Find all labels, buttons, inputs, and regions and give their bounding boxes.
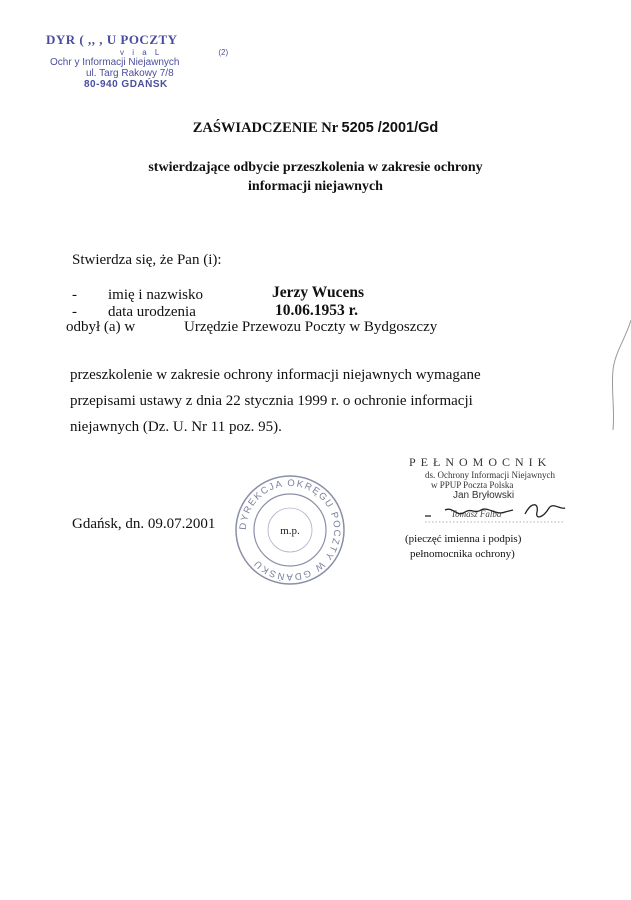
certificate-title xyxy=(0,120,631,137)
signature-stamp-line2: ds. Ochrony Informacji Niejawnych xyxy=(425,470,555,480)
header-stamp-line1: DYR ( ,, , U POCZTY xyxy=(46,32,178,47)
signature-stamp-line4: Jan Bryłowski xyxy=(453,490,515,501)
field-label-birth: data urodzenia xyxy=(108,304,196,320)
signature-stamp-line5: Tomasz Falba xyxy=(451,509,502,519)
field-dash-birth: - xyxy=(72,304,77,320)
paragraph-line3: niejawnych (Dz. U. Nr 11 poz. 95). xyxy=(70,419,282,435)
signature-caption-line1: (pieczęć imienna i podpis) xyxy=(405,533,522,545)
signature-stamp-line1: PEŁNOMOCNIK xyxy=(409,455,552,469)
field-value-birth: 10.06.1953 r. xyxy=(275,302,358,319)
seal-center-text: m.p. xyxy=(280,525,300,537)
header-stamp-line3: Ochr y Informacji Niejawnych xyxy=(50,57,180,68)
round-seal xyxy=(234,474,346,586)
place-date: Gdańsk, dn. 09.07.2001 xyxy=(72,516,216,532)
header-stamp-line5: 80-940 GDAŃSK xyxy=(84,79,168,90)
header-stamp-line2 xyxy=(120,48,236,57)
subtitle-line1: stwierdzające odbycie przeszkolenia w zakresie ochrony xyxy=(148,160,483,175)
field-label-name: imię i nazwisko xyxy=(108,287,203,303)
intro-text: Stwierdza się, że Pan (i): xyxy=(72,252,222,268)
attended-value: Urzędzie Przewozu Poczty w Bydgoszczy xyxy=(184,319,438,335)
handwritten-signature xyxy=(405,496,580,528)
header-stamp-line4: ul. Targ Rakowy 7/8 xyxy=(86,68,174,79)
paragraph-line1: przeszkolenie w zakresie ochrony informacji niejawnych wymagane xyxy=(70,367,481,383)
seal-ring-text: DYREKCJA OKRĘGU POCZTY W GDAŃSKU xyxy=(237,477,343,583)
attended-label: odbył (a) w xyxy=(66,319,136,335)
certificate-title-prefix: ZAŚWIADCZENIE Nr xyxy=(192,120,342,136)
subtitle-line2: informacji niejawnych xyxy=(248,179,383,194)
certificate-number: 5205 /2001/Gd xyxy=(341,120,439,136)
header-stamp-line2-suffix: (2) xyxy=(218,48,229,57)
paragraph-line2: przepisami ustawy z dnia 22 stycznia 1999 r. o ochronie informacji xyxy=(70,393,473,409)
signature-stroke xyxy=(425,505,565,517)
header-stamp-line2-text: v i a L xyxy=(120,48,163,57)
field-value-name: Jerzy Wucens xyxy=(272,284,364,301)
field-dash-name: - xyxy=(72,287,77,303)
signature-stamp-line3: w PPUP Poczta Polska xyxy=(431,480,514,490)
edge-curve xyxy=(612,320,631,430)
header-stamp xyxy=(36,32,236,90)
scan-edge-mark xyxy=(601,0,631,900)
signature-caption-line2: pełnomocnika ochrony) xyxy=(410,548,515,560)
